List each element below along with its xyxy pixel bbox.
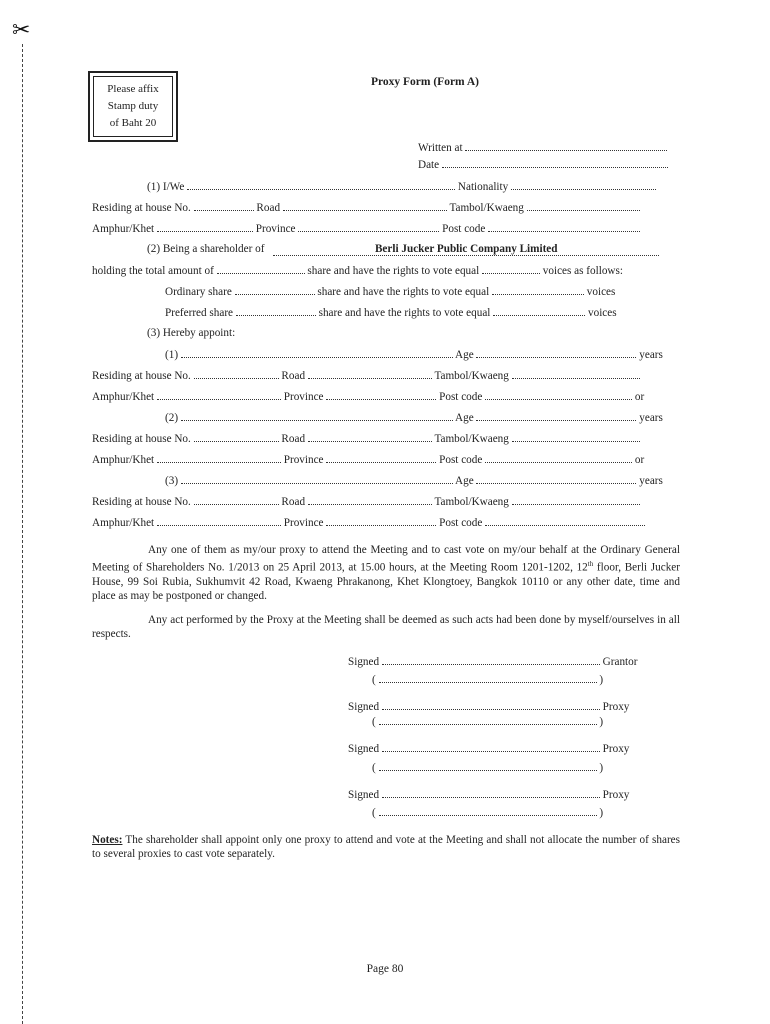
proxy1-road-label: Road [281, 370, 306, 382]
proxy3-postcode-field[interactable] [485, 516, 645, 526]
proxy2-postcode-label: Post code [439, 454, 483, 466]
proxy2-amphur-label: Amphur/Khet [92, 454, 155, 466]
proxy2-province-label: Province [283, 454, 324, 466]
amphur-label: Amphur/Khet [92, 223, 155, 235]
grantor-name-row [147, 180, 656, 193]
proxy3-road-label: Road [281, 496, 306, 508]
proxy-sig1-open-paren: ( [372, 716, 376, 728]
proxy1-province-label: Province [283, 391, 324, 403]
proxy-sig3-label: Proxy [602, 789, 630, 801]
proxy3-tambol-field[interactable] [512, 495, 640, 505]
proxy3-residing-label: Residing at house No. [92, 496, 191, 508]
para2-text: Any act performed by the Proxy at the Meeting shall be deemed as such acts had been done by myself/ourselves in all respects. [92, 614, 680, 640]
proxy3-tambol-label: Tambol/Kwaeng [434, 496, 509, 508]
proxy2-name-field[interactable] [181, 411, 453, 421]
proxy-sig1-row [348, 700, 629, 713]
para1-end: floor, Berli Jucker House, 99 Soi Rubia, Sukhumvit 42 Road, Kwaeng Phrakanong, Khet Klongtoey, Bangkok 10110 or any other date, time and place as may be postponed or changed. [92, 561, 680, 602]
proxy3-postcode-label: Post code [439, 517, 483, 529]
grantor-open-paren: ( [372, 674, 376, 686]
preferred-row [165, 306, 617, 319]
nationality-field[interactable] [511, 180, 656, 190]
proxy3-amphur-label: Amphur/Khet [92, 517, 155, 529]
proxy1-residing-label: Residing at house No. [92, 370, 191, 382]
proxy-sig3-field[interactable] [382, 788, 600, 798]
proxy-sig2-name-field[interactable] [379, 761, 597, 771]
proxy2-tambol-field[interactable] [512, 432, 640, 442]
proxy-sig2-signed-label: Signed [348, 743, 380, 755]
proxy1-name-field[interactable] [181, 348, 453, 358]
scissors-icon: ✂ [12, 18, 31, 43]
page-number: Page 80 [366, 963, 404, 975]
iwe-label: (1) I/We [147, 181, 185, 193]
proxy1-tambol-field[interactable] [512, 369, 640, 379]
proxy2-years-label: years [639, 412, 663, 424]
proxy2-tambol-label: Tambol/Kwaeng [434, 433, 509, 445]
acts-paragraph [92, 613, 680, 641]
province-label: Province [255, 223, 296, 235]
proxy-sig3-name-field[interactable] [379, 806, 597, 816]
stamp-box [88, 71, 178, 142]
road-field[interactable] [283, 201, 447, 211]
proxy1-province-field[interactable] [326, 390, 436, 400]
proxy-sig2-row [348, 742, 629, 755]
stamp-text-3: of Baht 20 [109, 117, 157, 129]
proxy1-road-field[interactable] [308, 369, 432, 379]
grantor-name-field[interactable] [187, 180, 455, 190]
proxy3-name-field[interactable] [181, 474, 453, 484]
total-shares-field[interactable] [217, 264, 305, 274]
proxy1-or-label: or [634, 391, 645, 403]
grantor-address-row [92, 201, 640, 214]
proxy2-or-label: or [634, 454, 645, 466]
postcode-label: Post code [442, 223, 486, 235]
grantor-label: Grantor [602, 656, 638, 668]
proxy1-age-field[interactable] [476, 348, 636, 358]
proxy1-amphur-field[interactable] [157, 390, 281, 400]
proxy1-age-label: Age [455, 349, 474, 361]
province-field[interactable] [298, 222, 439, 232]
proxy-sig2-label: Proxy [602, 743, 630, 755]
date-field[interactable] [442, 158, 668, 168]
proxy-sig2-field[interactable] [382, 742, 600, 752]
share-rights-label: share and have the rights to vote equal [307, 265, 480, 277]
date-row [418, 158, 668, 171]
grantor-signed-label: Signed [348, 656, 380, 668]
proxy2-road-label: Road [281, 433, 306, 445]
proxy3-province-field[interactable] [326, 516, 436, 526]
grantor-signature-field[interactable] [382, 655, 600, 665]
proxy1-address-row [92, 369, 640, 382]
preferred-votes-field[interactable] [493, 306, 585, 316]
proxy-sig1-name-field[interactable] [379, 715, 597, 725]
road-label: Road [256, 202, 281, 214]
notes-text: The shareholder shall appoint only one proxy to attend and vote at the Meeting and shall not allocate the number of shares to several proxies to cast vote separately. [92, 834, 680, 860]
proxy3-age-label: Age [455, 475, 474, 487]
proxy1-tambol-label: Tambol/Kwaeng [434, 370, 509, 382]
grantor-district-row [92, 222, 640, 235]
ordinary-row [165, 285, 615, 298]
proxy-sig2-name-row [372, 761, 603, 774]
form-title: Proxy Form (Form A) [370, 76, 480, 88]
grantor-printed-name-row [372, 673, 603, 686]
proxy3-address-row [92, 495, 640, 508]
proxy3-province-label: Province [283, 517, 324, 529]
proxy3-age-field[interactable] [476, 474, 636, 484]
stamp-text-1: Please affix [107, 83, 159, 95]
preferred-voices-label: voices [588, 307, 617, 319]
proxy2-house-field[interactable] [194, 432, 279, 442]
proxy1-number: (1) [165, 349, 179, 361]
amphur-field[interactable] [157, 222, 253, 232]
proxy-sig1-field[interactable] [382, 700, 600, 710]
proxy2-road-field[interactable] [308, 432, 432, 442]
grantor-printed-name-field[interactable] [379, 673, 597, 683]
proxy1-district-row [92, 390, 644, 403]
para1-start: Any one of them as my/our proxy to attend the Meeting and to cast vote on my/our behalf at the Ordinary General Meeting of Shareholders No. 1/2013 on 25 April 2013, at 15.00 hours, at the Meeting Room 1201-1202, 12 [92, 544, 680, 574]
written-at-label: Written at [418, 142, 463, 154]
proxy1-name-row [165, 348, 663, 361]
ordinary-shares-field[interactable] [235, 285, 315, 295]
written-at-row [418, 141, 667, 154]
authorization-paragraph [92, 543, 680, 603]
shareholder-label: (2) Being a shareholder of [147, 243, 265, 255]
proxy-sig1-label: Proxy [602, 701, 630, 713]
cut-line [22, 44, 23, 1024]
proxy-sig3-name-row [372, 806, 603, 819]
proxy2-age-label: Age [455, 412, 474, 424]
ordinary-voices-label: voices [586, 286, 616, 298]
preferred-shares-field[interactable] [236, 306, 316, 316]
proxy-sig1-signed-label: Signed [348, 701, 380, 713]
proxy-sig3-open-paren: ( [372, 807, 376, 819]
proxy2-district-row [92, 453, 644, 466]
preferred-label: Preferred share [165, 307, 234, 319]
proxy1-years-label: years [639, 349, 663, 361]
proxy-sig2-open-paren: ( [372, 762, 376, 774]
nationality-label: Nationality [457, 181, 509, 193]
preferred-rights-label: share and have the rights to vote equal [318, 307, 491, 319]
written-at-field[interactable] [465, 141, 667, 151]
date-label: Date [418, 159, 440, 171]
proxy3-amphur-field[interactable] [157, 516, 281, 526]
appoint-label: (3) Hereby appoint: [147, 327, 236, 339]
proxy3-house-field[interactable] [194, 495, 279, 505]
ordinary-label: Ordinary share [165, 286, 232, 298]
proxy1-amphur-label: Amphur/Khet [92, 391, 155, 403]
proxy2-province-field[interactable] [326, 453, 436, 463]
proxy2-address-row [92, 432, 640, 445]
proxy3-name-row [165, 474, 663, 487]
tambol-label: Tambol/Kwaeng [449, 202, 524, 214]
proxy-sig1-name-row [372, 715, 603, 728]
grantor-close-paren: ) [599, 674, 604, 686]
proxy1-postcode-label: Post code [439, 391, 483, 403]
holding-label: holding the total amount of [92, 265, 214, 277]
notes-label: Notes: [92, 834, 123, 846]
ordinary-rights-label: share and have the rights to vote equal [317, 286, 490, 298]
residing-label: Residing at house No. [92, 202, 191, 214]
notes-paragraph [92, 833, 680, 861]
total-votes-field[interactable] [482, 264, 540, 274]
proxy2-name-row [165, 411, 663, 424]
proxy2-amphur-field[interactable] [157, 453, 281, 463]
tambol-field[interactable] [527, 201, 640, 211]
proxy2-postcode-field[interactable] [485, 453, 632, 463]
stamp-text-2: Stamp duty [107, 100, 159, 112]
proxy3-district-row [92, 516, 645, 529]
holding-row [92, 264, 623, 277]
postcode-field[interactable] [488, 222, 640, 232]
voices-follows-label: voices as follows: [542, 265, 623, 277]
proxy2-age-field[interactable] [476, 411, 636, 421]
shareholder-row [147, 243, 659, 256]
company-name: Berli Jucker Public Company Limited [273, 243, 659, 256]
ordinary-votes-field[interactable] [492, 285, 584, 295]
proxy-sig3-close-paren: ) [599, 807, 604, 819]
house-no-field[interactable] [194, 201, 254, 211]
proxy1-postcode-field[interactable] [485, 390, 632, 400]
proxy1-house-field[interactable] [194, 369, 279, 379]
proxy-sig3-signed-label: Signed [348, 789, 380, 801]
proxy-sig2-close-paren: ) [599, 762, 604, 774]
proxy2-number: (2) [165, 412, 179, 424]
grantor-signature-row [348, 655, 637, 668]
proxy3-road-field[interactable] [308, 495, 432, 505]
proxy3-years-label: years [639, 475, 663, 487]
proxy2-residing-label: Residing at house No. [92, 433, 191, 445]
para1-sup: th [587, 560, 594, 568]
proxy-sig1-close-paren: ) [599, 716, 604, 728]
proxy-sig3-row [348, 788, 629, 801]
proxy3-number: (3) [165, 475, 179, 487]
